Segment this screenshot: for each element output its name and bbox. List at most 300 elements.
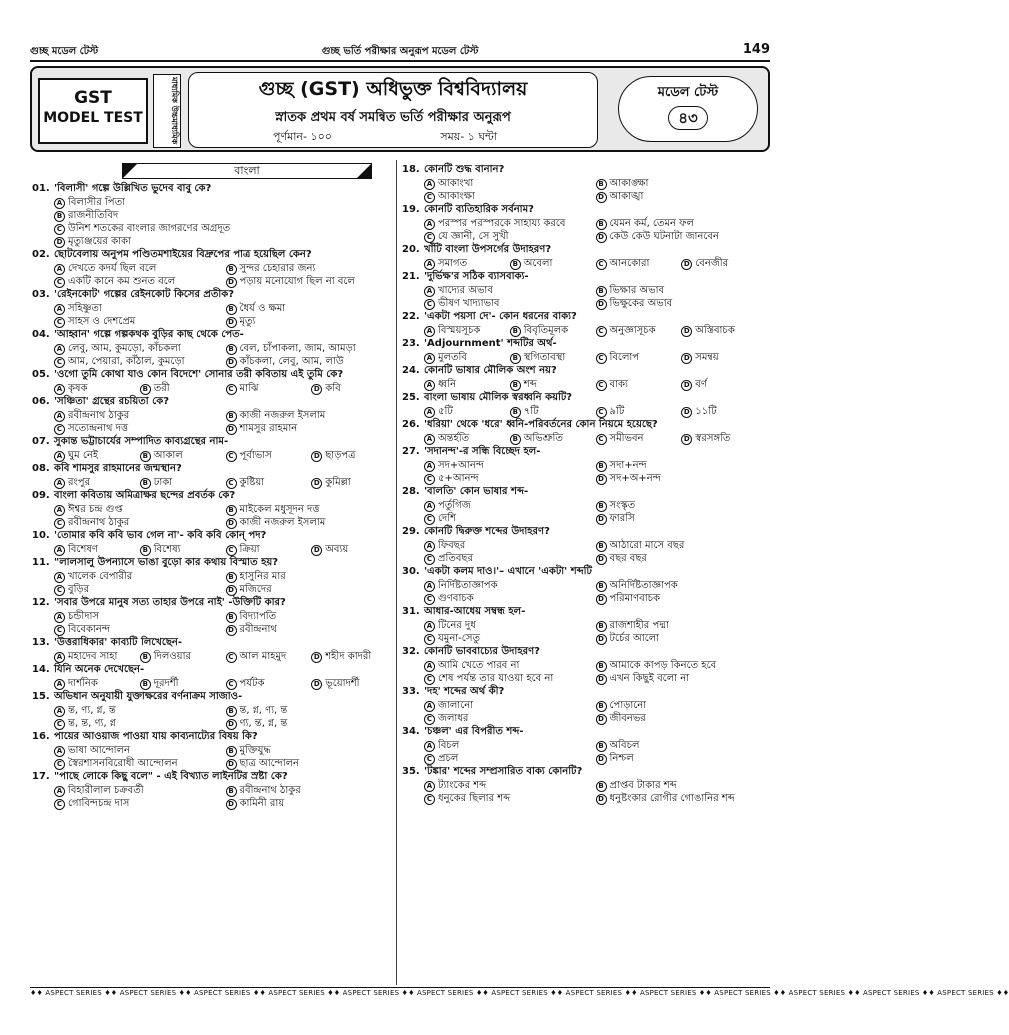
answer-option[interactable] <box>54 543 140 556</box>
answer-option[interactable] <box>226 516 398 529</box>
option-letter-circle-icon: B <box>226 786 237 797</box>
option-group <box>402 432 767 445</box>
option-group <box>402 324 767 337</box>
answer-option[interactable] <box>596 432 682 445</box>
option-text: বেল, চাঁপাকলা, জাম, আমড়া <box>239 343 356 354</box>
question-item <box>32 248 397 288</box>
option-letter-circle-icon: D <box>596 594 607 605</box>
answer-option[interactable] <box>54 275 226 288</box>
exam-header <box>30 66 770 152</box>
answer-option[interactable] <box>226 422 398 435</box>
answer-option[interactable] <box>226 717 398 730</box>
question-stem: 'Adjournment' শব্দটির অর্থ- <box>424 338 557 349</box>
answer-option[interactable] <box>54 610 226 623</box>
question-text <box>32 368 397 382</box>
option-letter-circle-icon: B <box>226 505 237 516</box>
answer-option[interactable] <box>226 610 398 623</box>
full-marks: পূর্ণমান- ১০০ <box>273 130 332 143</box>
answer-option[interactable] <box>54 222 397 235</box>
option-letter-circle-icon: D <box>311 652 322 663</box>
answer-option[interactable] <box>54 650 140 663</box>
option-text: যেমন কর্ম, তেমন ফল <box>609 218 694 229</box>
answer-option[interactable] <box>596 512 768 525</box>
answer-option[interactable] <box>596 792 768 805</box>
option-letter-circle-icon: A <box>424 541 435 552</box>
question-stem: 'বালতি' কোন ভাষার শব্দ- <box>424 486 529 497</box>
answer-option[interactable] <box>424 190 596 203</box>
question-stem: 'টঙ্কার' শব্দের সম্প্রসারিত বাক্য কোনটি? <box>424 766 583 777</box>
answer-option[interactable] <box>681 351 767 364</box>
exam-time: সময়- ১ ঘন্টা <box>440 130 497 143</box>
option-text: জালানো <box>438 700 474 711</box>
option-letter-circle-icon: B <box>510 353 521 364</box>
gst-logo <box>38 78 148 144</box>
answer-option[interactable] <box>54 342 226 355</box>
option-text: জলাধর <box>438 713 469 724</box>
answer-option[interactable] <box>510 432 596 445</box>
option-letter-circle-icon: C <box>54 759 65 770</box>
answer-option[interactable] <box>54 315 226 328</box>
answer-option[interactable] <box>424 230 596 243</box>
option-letter-circle-icon: B <box>140 679 151 690</box>
question-number: 15. <box>32 691 50 702</box>
question-number: 34. <box>402 726 420 737</box>
answer-option[interactable] <box>54 235 397 248</box>
answer-option[interactable] <box>424 712 596 725</box>
answer-option[interactable] <box>226 342 398 355</box>
answer-option[interactable] <box>54 717 226 730</box>
answer-option[interactable] <box>510 351 596 364</box>
answer-option[interactable] <box>596 257 682 270</box>
option-text: ঈশ্বর চন্দ্র গুপ্ত <box>68 504 123 515</box>
answer-option[interactable] <box>424 632 596 645</box>
option-group <box>32 302 397 328</box>
option-letter-circle-icon: C <box>226 451 237 462</box>
answer-option[interactable] <box>311 382 397 395</box>
question-item <box>402 243 767 270</box>
question-stem: বাংলা ভাষায় মৌলিক স্বরধ্বনি কয়টি? <box>424 392 573 403</box>
question-item <box>402 203 767 243</box>
answer-option[interactable] <box>226 543 312 556</box>
option-text: টর্চের আলো <box>609 633 660 644</box>
question-number: 08. <box>32 463 50 474</box>
option-letter-circle-icon: A <box>424 326 435 337</box>
answer-option[interactable] <box>596 539 768 552</box>
option-letter-circle-icon: C <box>54 625 65 636</box>
answer-option[interactable] <box>424 257 510 270</box>
option-text: মুক্তিযুদ্ধ <box>239 745 271 756</box>
answer-option[interactable] <box>424 512 596 525</box>
question-item <box>402 163 767 203</box>
option-letter-circle-icon: A <box>54 384 65 395</box>
answer-option[interactable] <box>226 744 398 757</box>
option-text: অন্তর্হতি <box>438 433 470 444</box>
answer-option[interactable] <box>596 632 768 645</box>
option-text: কেউ কেউ ঘটনাটা জানবেন <box>609 231 719 242</box>
option-text: স্বরসঙ্গতি <box>695 433 731 444</box>
answer-option[interactable] <box>226 623 398 636</box>
answer-option[interactable] <box>596 699 768 712</box>
option-text: ৫টি <box>438 406 453 417</box>
option-letter-circle-icon: D <box>596 514 607 525</box>
answer-option[interactable] <box>140 476 226 489</box>
answer-option[interactable] <box>140 449 226 462</box>
answer-option[interactable] <box>54 797 226 810</box>
question-number: 13. <box>32 637 50 648</box>
option-letter-circle-icon: C <box>424 754 435 765</box>
question-stem: 'দহ' শব্দের অর্থ কী? <box>424 686 505 697</box>
option-text: শেষ পর্যন্ত তার যাওয়া হবে না <box>438 673 554 684</box>
answer-option[interactable] <box>226 704 398 717</box>
question-item <box>402 364 767 391</box>
option-letter-circle-icon: D <box>226 585 237 596</box>
question-stem: "লালসালু উপন্যাসে ভাঙা বুড়ো কার কথায় বিস্মাত হয়? <box>54 557 279 568</box>
answer-option[interactable] <box>226 449 312 462</box>
question-text <box>402 685 767 699</box>
answer-option[interactable] <box>226 583 398 596</box>
option-text: ফারসি <box>609 513 635 524</box>
option-letter-circle-icon: A <box>424 179 435 190</box>
option-letter-circle-icon: D <box>54 237 65 248</box>
answer-option[interactable] <box>226 355 398 368</box>
question-item <box>402 565 767 605</box>
answer-option[interactable] <box>226 784 398 797</box>
option-group <box>32 704 397 730</box>
question-stem: 'ওগো তুমি কোথা যাও কোন বিদেশে' সোনার তরী কবিতায় এই তুমি কে? <box>54 369 344 380</box>
answer-option[interactable] <box>54 757 226 770</box>
question-stem: যিনি অনেক দেখেছেন- <box>54 664 145 675</box>
option-text: আকাঙ্খা <box>609 191 644 202</box>
option-letter-circle-icon: D <box>226 277 237 288</box>
question-item <box>32 770 397 810</box>
option-letter-circle-icon: B <box>140 478 151 489</box>
answer-option[interactable] <box>596 592 768 605</box>
answer-option[interactable] <box>424 472 596 485</box>
answer-option[interactable] <box>54 784 226 797</box>
question-text <box>402 163 767 177</box>
answer-option[interactable] <box>140 650 226 663</box>
option-text: বিবেকানন্দ <box>68 624 110 635</box>
option-text: প্রতিবছর <box>438 553 473 564</box>
option-text: শব্দ <box>523 379 537 390</box>
answer-option[interactable] <box>424 499 596 512</box>
question-text <box>402 203 767 217</box>
answer-option[interactable] <box>424 217 596 230</box>
answer-option[interactable] <box>596 284 768 297</box>
answer-option[interactable] <box>681 378 767 391</box>
vertical-strip: মাধ্যমিক উচ্চমাধ্যমিক <box>153 74 181 148</box>
answer-option[interactable] <box>226 262 398 275</box>
question-number: 05. <box>32 369 50 380</box>
question-stem: 'আহ্বান' গল্পে গল্পকথক বুড়ির কাছ থেকে পেত- <box>54 329 244 340</box>
option-text: মৃত্যুঞ্জয়ের কাকা <box>68 236 131 247</box>
answer-option[interactable] <box>424 579 596 592</box>
question-stem: 'বিলাসী' গল্পে উল্লিখিত ভুদেব বাবু কে? <box>54 183 212 194</box>
answer-option[interactable] <box>54 422 226 435</box>
option-group <box>402 217 767 243</box>
answer-option[interactable] <box>54 209 397 222</box>
question-item <box>402 725 767 765</box>
answer-option[interactable] <box>54 744 226 757</box>
question-item <box>32 288 397 328</box>
answer-option[interactable] <box>424 459 596 472</box>
option-letter-circle-icon: D <box>226 719 237 730</box>
option-letter-circle-icon: D <box>311 478 322 489</box>
answer-option[interactable] <box>54 409 226 422</box>
answer-option[interactable] <box>596 579 768 592</box>
question-item <box>402 645 767 685</box>
answer-option[interactable] <box>54 704 226 717</box>
question-number: 06. <box>32 396 50 407</box>
option-text: ণ্য, ন্ত, গ্ন, ন্ত <box>239 718 288 729</box>
question-number: 26. <box>402 419 420 430</box>
answer-option[interactable] <box>54 583 226 596</box>
answer-option[interactable] <box>54 623 226 636</box>
option-text: আকাংক্ষা <box>438 191 475 202</box>
option-letter-circle-icon: D <box>311 679 322 690</box>
answer-option[interactable] <box>424 177 596 190</box>
answer-option[interactable] <box>424 552 596 565</box>
answer-option[interactable] <box>424 619 596 632</box>
question-number: 09. <box>32 490 50 501</box>
answer-option[interactable] <box>140 382 226 395</box>
option-letter-circle-icon: D <box>681 353 692 364</box>
answer-option[interactable] <box>424 297 596 310</box>
answer-option[interactable] <box>596 499 768 512</box>
option-group <box>402 257 767 270</box>
answer-option[interactable] <box>226 315 398 328</box>
option-letter-circle-icon: D <box>596 754 607 765</box>
answer-option[interactable] <box>424 699 596 712</box>
option-text: রাজশাহীর পদ্মা <box>609 620 670 631</box>
option-group <box>32 650 397 663</box>
option-text: গুণবাচক <box>438 593 474 604</box>
answer-option[interactable] <box>424 324 510 337</box>
option-text: যমুনা-সেতু <box>438 633 480 644</box>
answer-option[interactable] <box>54 677 140 690</box>
question-item <box>32 182 397 248</box>
option-letter-circle-icon: D <box>596 554 607 565</box>
answer-option[interactable] <box>54 449 140 462</box>
answer-option[interactable] <box>596 217 768 230</box>
answer-option[interactable] <box>596 779 768 792</box>
answer-option[interactable] <box>681 324 767 337</box>
answer-option[interactable] <box>596 459 768 472</box>
answer-option[interactable] <box>424 351 510 364</box>
answer-option[interactable] <box>596 552 768 565</box>
answer-option[interactable] <box>311 543 397 556</box>
option-text: ধনুষ্টংকার রোগীর গোঙানির শব্দ <box>609 793 735 804</box>
option-text: কাঁচকলা, লেবু, আম, লাউ <box>239 356 344 367</box>
option-letter-circle-icon: A <box>424 781 435 792</box>
answer-option[interactable] <box>424 592 596 605</box>
option-letter-circle-icon: B <box>226 304 237 315</box>
option-text: কাজী নজরুল ইসলাম <box>239 410 326 421</box>
answer-option[interactable] <box>424 405 510 418</box>
page-number: 149 <box>742 42 770 57</box>
question-item <box>32 690 397 730</box>
option-text: কাজী নজরুল ইসলাম <box>239 517 326 528</box>
question-text <box>32 529 397 543</box>
answer-option[interactable] <box>424 378 510 391</box>
option-letter-circle-icon: A <box>424 380 435 391</box>
answer-option[interactable] <box>424 779 596 792</box>
option-letter-circle-icon: B <box>140 451 151 462</box>
option-letter-circle-icon: B <box>510 326 521 337</box>
question-text <box>402 725 767 739</box>
option-letter-circle-icon: A <box>424 741 435 752</box>
answer-option[interactable] <box>510 257 596 270</box>
question-item <box>32 596 397 636</box>
option-text: আকাল <box>153 450 183 461</box>
answer-option[interactable] <box>226 409 398 422</box>
option-text: লেবু, আম, কুমড়ো, কাঁচকলা <box>68 343 181 354</box>
answer-option[interactable] <box>596 378 682 391</box>
option-text: দেশি <box>438 513 457 524</box>
answer-option[interactable] <box>226 302 398 315</box>
option-text: বিস্ময়সূচক <box>438 325 481 336</box>
answer-option[interactable] <box>596 752 768 765</box>
answer-option[interactable] <box>424 752 596 765</box>
option-letter-circle-icon: B <box>510 259 521 270</box>
answer-option[interactable] <box>510 378 596 391</box>
answer-option[interactable] <box>226 677 312 690</box>
answer-option[interactable] <box>54 196 397 209</box>
answer-option[interactable] <box>596 619 768 632</box>
answer-option[interactable] <box>54 302 226 315</box>
answer-option[interactable] <box>226 650 312 663</box>
option-letter-circle-icon: C <box>596 326 607 337</box>
answer-option[interactable] <box>596 190 768 203</box>
question-stem: পায়ের আওয়াজ পাওয়া যায় কাব্যনাট্যের বিষয় কি? <box>54 731 258 742</box>
option-letter-circle-icon: A <box>54 652 65 663</box>
answer-option[interactable] <box>54 355 226 368</box>
option-letter-circle-icon: C <box>424 192 435 203</box>
option-text: অনির্দিষ্টতাজ্ঞাপক <box>609 580 678 591</box>
option-letter-circle-icon: A <box>424 621 435 632</box>
option-letter-circle-icon: D <box>681 407 692 418</box>
answer-option[interactable] <box>596 472 768 485</box>
answer-option[interactable] <box>681 257 767 270</box>
answer-option[interactable] <box>596 297 768 310</box>
question-stem: 'উত্তরাধিকার' কাব্যটি লিখেছেন- <box>54 637 183 648</box>
answer-option[interactable] <box>226 382 312 395</box>
option-letter-circle-icon: A <box>424 353 435 364</box>
question-text <box>32 556 397 570</box>
answer-option[interactable] <box>510 324 596 337</box>
option-text: ধ্বনি <box>438 379 457 390</box>
option-text: আল মাহমুদ <box>239 651 287 662</box>
option-letter-circle-icon: B <box>596 501 607 512</box>
question-number: 24. <box>402 365 420 376</box>
answer-option[interactable] <box>596 351 682 364</box>
answer-option[interactable] <box>596 405 682 418</box>
answer-option[interactable] <box>226 757 398 770</box>
question-stem: খাঁটি বাংলা উপসর্গের উদাহরণ? <box>424 244 552 255</box>
answer-option[interactable] <box>424 432 510 445</box>
answer-option[interactable] <box>311 650 397 663</box>
badge-label: মডেল টেস্ট <box>657 85 719 100</box>
answer-option[interactable] <box>424 739 596 752</box>
answer-option[interactable] <box>226 275 398 288</box>
option-group <box>402 351 767 364</box>
answer-option[interactable] <box>226 476 312 489</box>
option-letter-circle-icon: A <box>424 701 435 712</box>
option-letter-circle-icon: D <box>596 192 607 203</box>
option-letter-circle-icon: C <box>54 224 65 235</box>
option-text: সাহস ও দেশপ্রেম <box>68 316 136 327</box>
answer-option[interactable] <box>311 449 397 462</box>
question-item <box>402 685 767 725</box>
answer-option[interactable] <box>596 712 768 725</box>
option-text: ন্ত, ণ্য, গ্ন, ন্ত <box>68 705 116 716</box>
answer-option[interactable] <box>311 677 397 690</box>
answer-option[interactable] <box>424 659 596 672</box>
option-letter-circle-icon: C <box>226 652 237 663</box>
option-text: অবিচল <box>609 740 640 751</box>
option-group <box>32 677 397 690</box>
answer-option[interactable] <box>54 503 226 516</box>
option-letter-circle-icon: C <box>596 407 607 418</box>
answer-option[interactable] <box>681 405 767 418</box>
option-group <box>32 196 397 248</box>
option-letter-circle-icon: C <box>424 299 435 310</box>
question-item <box>402 445 767 485</box>
question-number: 27. <box>402 446 420 457</box>
option-text: উনিশ শতকের বাংলার জাগরণের অগ্রদূত <box>68 223 231 234</box>
question-text <box>402 337 767 351</box>
option-letter-circle-icon: C <box>596 380 607 391</box>
answer-option[interactable] <box>424 284 596 297</box>
answer-option[interactable] <box>596 672 768 685</box>
answer-option[interactable] <box>54 262 226 275</box>
option-letter-circle-icon: D <box>226 518 237 529</box>
answer-option[interactable] <box>140 543 226 556</box>
option-text: সত্যেন্দ্রনাথ দত্ত <box>68 423 129 434</box>
option-text: আম, পেয়ারা, কাঁঠাল, কুমড়ো <box>68 356 185 367</box>
answer-option[interactable] <box>596 230 768 243</box>
option-text: কুষ্টিয়া <box>239 477 265 488</box>
answer-option[interactable] <box>226 570 398 583</box>
question-item <box>402 337 767 364</box>
answer-option[interactable] <box>424 792 596 805</box>
answer-option[interactable] <box>54 382 140 395</box>
answer-option[interactable] <box>54 516 226 529</box>
question-stem: 'রেইনকোট' গল্পের রেইনকোট কিসের প্রতীক? <box>54 289 235 300</box>
answer-option[interactable] <box>596 659 768 672</box>
answer-option[interactable] <box>510 405 596 418</box>
answer-option[interactable] <box>596 324 682 337</box>
option-text: পরিমাণবাচক <box>609 593 661 604</box>
logo-line1: GST <box>74 88 112 108</box>
answer-option[interactable] <box>226 797 398 810</box>
answer-option[interactable] <box>140 677 226 690</box>
answer-option[interactable] <box>681 432 767 445</box>
answer-option[interactable] <box>226 503 398 516</box>
answer-option[interactable] <box>311 476 397 489</box>
answer-option[interactable] <box>54 570 226 583</box>
answer-option[interactable] <box>596 177 768 190</box>
question-item <box>32 730 397 770</box>
answer-option[interactable] <box>596 739 768 752</box>
option-letter-circle-icon: B <box>596 219 607 230</box>
option-text: সমাগত <box>438 258 468 269</box>
answer-option[interactable] <box>54 476 140 489</box>
option-text: আকাঙ্ক্ষা <box>609 178 649 189</box>
answer-option[interactable] <box>424 672 596 685</box>
answer-option[interactable] <box>424 539 596 552</box>
question-item <box>32 529 397 556</box>
